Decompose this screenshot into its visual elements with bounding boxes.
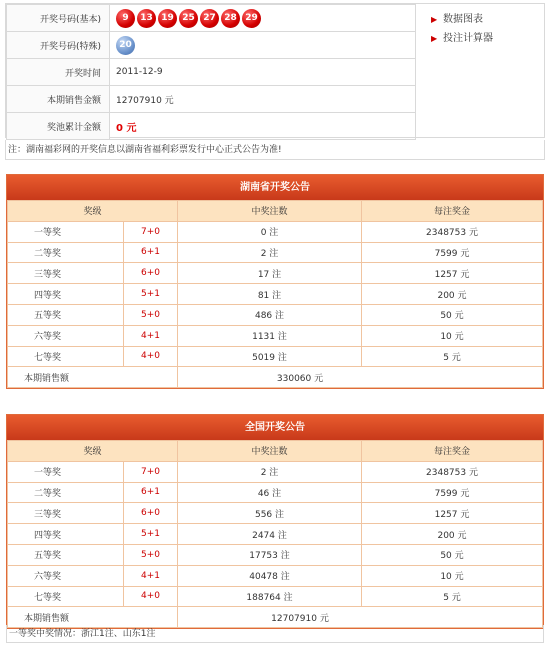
prize-amount: 5 元 [362,346,543,367]
prize-amount: 5 元 [362,586,543,607]
table-row [8,346,543,367]
prize-amount: 1257 元 [362,263,543,284]
prize-match: 5+1 [124,524,178,545]
header-count: 中奖注数 [178,441,362,462]
sales-amount-value: 12707910 元 [110,86,416,113]
prize-level: 四等奖 [8,524,124,545]
red-triangle-icon: ▶ [431,34,438,43]
prize-level: 二等奖 [8,242,124,263]
prize-level: 三等奖 [8,263,124,284]
prize-match: 7+0 [124,461,178,482]
winner-count: 17 注 [178,263,362,284]
prize-match: 7+0 [124,221,178,242]
prize-match: 6+0 [124,263,178,284]
winner-count: 40478 注 [178,565,362,586]
red-ball: 27 [200,9,219,28]
prize-match: 5+0 [124,544,178,565]
table-row [8,503,543,524]
special-number [110,32,416,59]
prize-match: 5+1 [124,284,178,305]
sales-label: 本期销售额 [8,367,178,388]
draw-info-table [6,4,416,140]
prize-pool-label: 奖池累计金额 [7,113,110,140]
draw-time-value: 2011-12-9 [110,59,416,86]
prize-amount: 2348753 元 [362,461,543,482]
winner-count: 2 注 [178,242,362,263]
table-row [8,263,543,284]
prize-amount: 50 元 [362,544,543,565]
national-announcement-panel [6,414,544,629]
red-ball: 25 [179,9,198,28]
prize-level: 七等奖 [8,586,124,607]
prize-match: 5+0 [124,304,178,325]
prize-level: 六等奖 [8,325,124,346]
bet-calculator-link[interactable] [431,29,493,48]
prize-match: 6+0 [124,503,178,524]
prize-amount: 7599 元 [362,242,543,263]
table-header-row [8,201,543,222]
special-number-label: 开奖号码(特殊) [7,32,110,59]
red-ball: 13 [137,9,156,28]
sales-row [8,367,543,388]
prize-amount: 2348753 元 [362,221,543,242]
panel-title: 湖南省开奖公告 [7,175,543,200]
prize-level: 七等奖 [8,346,124,367]
winner-count: 188764 注 [178,586,362,607]
header-level: 奖级 [8,201,178,222]
winner-count: 1131 注 [178,325,362,346]
prize-match: 6+1 [124,482,178,503]
first-prize-distribution-note: 一等奖中奖情况：浙江1注、山东1注 [6,625,544,643]
prize-pool-value [110,113,416,140]
basic-numbers [110,5,416,32]
winner-count: 556 注 [178,503,362,524]
table-row [8,284,543,305]
prize-amount: 50 元 [362,304,543,325]
red-ball: 9 [116,9,135,28]
header-level: 奖级 [8,441,178,462]
winner-count: 5019 注 [178,346,362,367]
red-ball: 28 [221,9,240,28]
prize-match: 4+1 [124,325,178,346]
header-count: 中奖注数 [178,201,362,222]
prize-table [7,440,543,628]
table-row [8,482,543,503]
prize-level: 五等奖 [8,544,124,565]
table-row [8,461,543,482]
header-prize: 每注奖金 [362,201,543,222]
winner-count: 0 注 [178,221,362,242]
prize-amount: 200 元 [362,524,543,545]
prize-amount: 1257 元 [362,503,543,524]
panel-title: 全国开奖公告 [7,415,543,440]
prize-amount: 200 元 [362,284,543,305]
prize-amount: 10 元 [362,565,543,586]
blue-ball: 20 [116,36,135,55]
prize-level: 一等奖 [8,221,124,242]
table-header-row [8,441,543,462]
sales-value: 12707910 元 [178,607,543,628]
winner-count: 2 注 [178,461,362,482]
prize-level: 四等奖 [8,284,124,305]
winner-count: 17753 注 [178,544,362,565]
prize-level: 五等奖 [8,304,124,325]
data-chart-link[interactable] [431,10,493,29]
hunan-announcement-panel [6,174,544,389]
winner-count: 486 注 [178,304,362,325]
prize-table [7,200,543,388]
prize-level: 二等奖 [8,482,124,503]
prize-match: 4+0 [124,586,178,607]
prize-level: 六等奖 [8,565,124,586]
disclaimer-note: 注：湖南福彩网的开奖信息以湖南省福利彩票发行中心正式公告为准! [5,140,545,160]
basic-numbers-label: 开奖号码(基本) [7,5,110,32]
sales-amount-label: 本期销售金额 [7,86,110,113]
prize-match: 6+1 [124,242,178,263]
prize-match: 4+1 [124,565,178,586]
winner-count: 46 注 [178,482,362,503]
data-chart-link-label: 数据图表 [443,14,483,25]
red-ball: 19 [158,9,177,28]
prize-pool-amount: 0 元 [116,122,137,134]
table-row [8,304,543,325]
table-row [8,325,543,346]
table-row [8,221,543,242]
sales-value: 330060 元 [178,367,543,388]
prize-match: 4+0 [124,346,178,367]
table-row [8,242,543,263]
prize-amount: 7599 元 [362,482,543,503]
winner-count: 2474 注 [178,524,362,545]
table-row [8,524,543,545]
table-row [8,544,543,565]
prize-level: 一等奖 [8,461,124,482]
bet-calculator-link-label: 投注计算器 [443,33,493,44]
draw-time-label: 开奖时间 [7,59,110,86]
sales-label: 本期销售额 [8,607,178,628]
table-row [8,586,543,607]
header-prize: 每注奖金 [362,441,543,462]
prize-level: 三等奖 [8,503,124,524]
draw-info-box [5,3,545,138]
winner-count: 81 注 [178,284,362,305]
prize-amount: 10 元 [362,325,543,346]
red-ball: 29 [242,9,261,28]
red-triangle-icon: ▶ [431,15,438,24]
table-row [8,565,543,586]
side-links [431,10,493,48]
